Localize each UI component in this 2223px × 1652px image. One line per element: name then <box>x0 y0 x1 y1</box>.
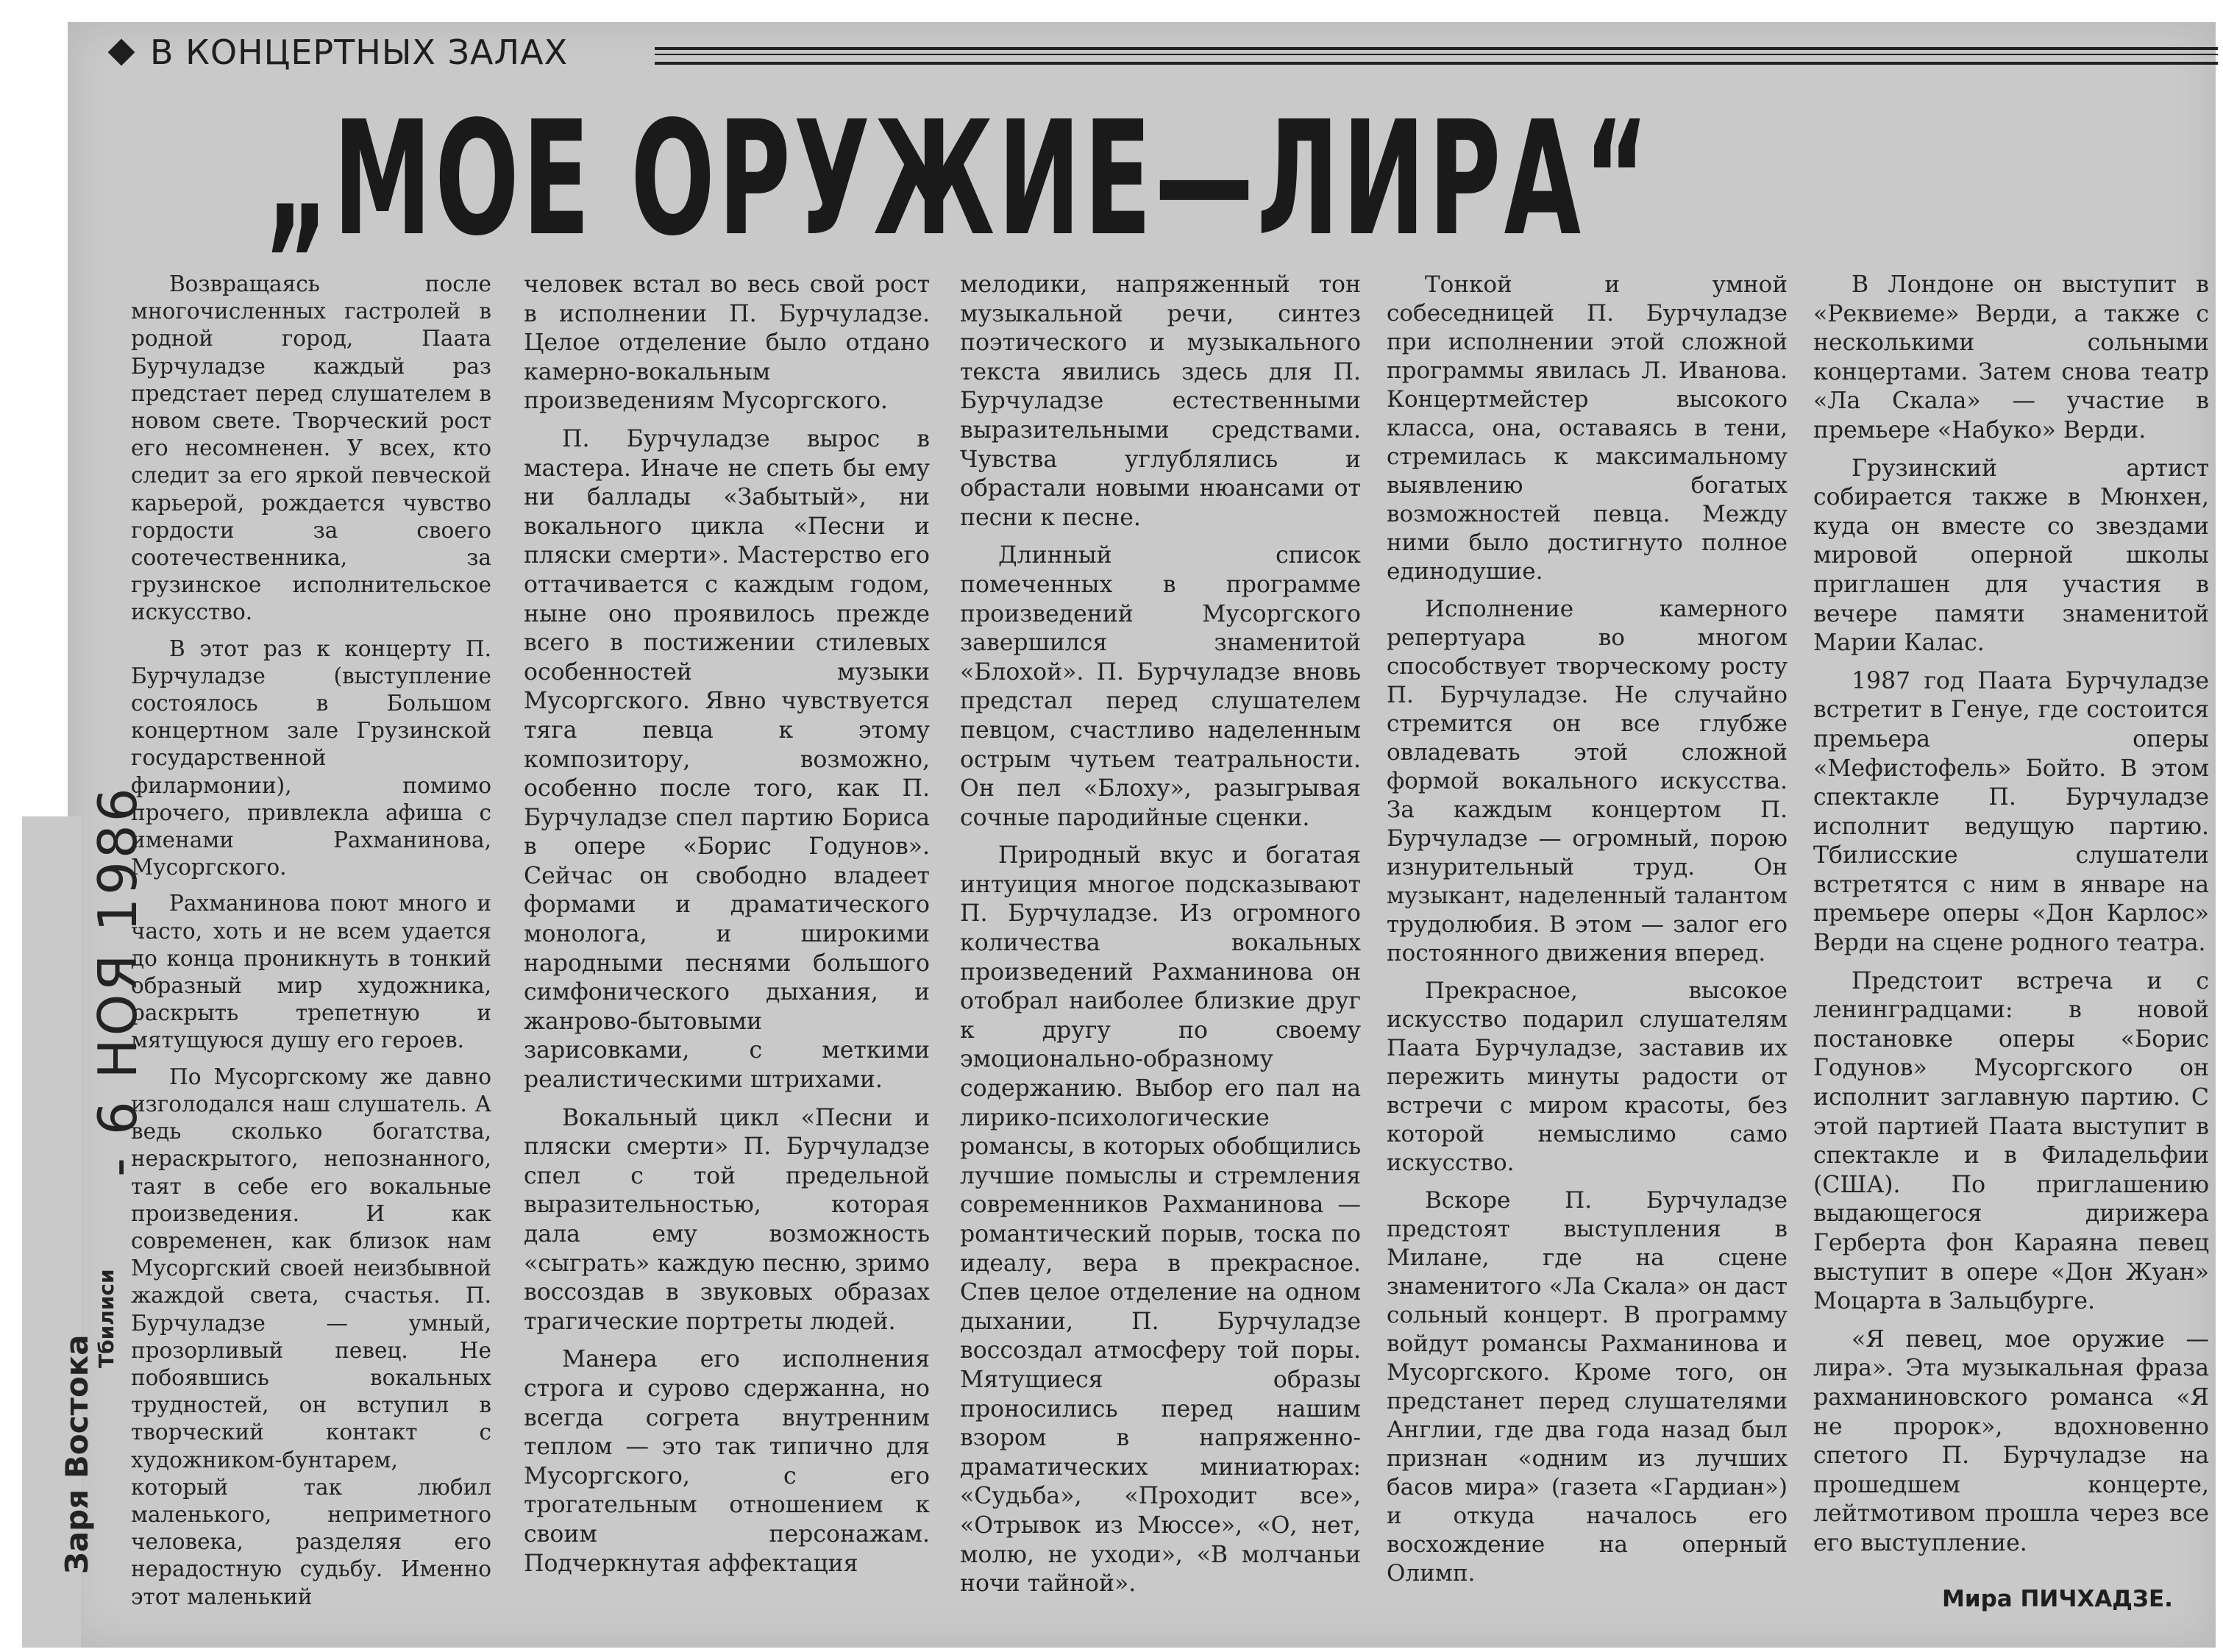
article-column-1 <box>131 271 491 1620</box>
paragraph: Прекрасное, высокое искусство подарил слушателям Паата Бурчуладзе, заставив их пережить минуты радости от встречи с миром красоты, без которой немыслимо само искусство. <box>1387 978 1788 1176</box>
paragraph: «Я певец, мое оружие — лира». Эта музыкальная фраза рахманиновского романса «Я не пророк», вдохновенно спетого П. Бурчуладзе на прошедшем концерте, лейтмотивом прошла через все его выступление. <box>1813 1325 2209 1556</box>
article-column-5 <box>1813 271 2209 1567</box>
city-stamp: Тбилиси <box>94 1269 118 1368</box>
paragraph: Возвращаясь после многочисленных гастролей в родной город, Паата Бурчуладзе каждый раз предстает перед слушателем в новом свете. Творческий рост его несомненен. У всех, кто следит за его яркой певческой карьерой, рождается чувство гордости за своего соотечественника, за грузинское исполнительское искусство. <box>131 271 491 625</box>
paragraph: По Мусоргскому же давно изголодался наш слушатель. А ведь сколько богатства, нераскрытого, непознанного, таят в себе его вокальные произведения. И как современен, как близок нам Мусоргский своей неизбывной жаждой света, счастья. П. Бурчуладзе — умный, прозорливый певец. Не побоявшись вокальных трудностей, он вступил в творческий контакт с художником-бунтарем, который так любил маленького, неприметного человека, разделяя его нерадостную судьбу. Именно этот маленький <box>131 1064 491 1609</box>
article-column-2 <box>524 271 930 1587</box>
author-signature: Мира ПИЧХАДЗЕ. <box>1942 1586 2173 1612</box>
paragraph: Вскоре П. Бурчуладзе предстоят выступления в Милане, где на сцене знаменитого «Ла Скала» он даст сольный концерт. В программу войдут романсы Рахманинова и Мусоргского. Кроме того, он предстанет перед слушателями Англии, где два года назад был признан «одним из лучших басов мира» (газета «Гардиан») и откуда началось его восхождение на оперный Олимп. <box>1387 1187 1788 1587</box>
rubric-label: В КОНЦЕРТНЫХ ЗАЛАХ <box>150 32 569 72</box>
paragraph: В этот раз к концерту П. Бурчуладзе (выступление состоялось в Большом концертном зале Грузинской государственной филармонии), помимо прочего, привлекла афиша с именами Рахманинова, Мусоргского. <box>131 635 491 880</box>
paragraph: Предстоит встреча и с ленинградцами: в новой постановке оперы «Борис Годунов» Мусоргского он исполнит заглавную партию. С этой партией Паата выступит в спектакле и в Филадельфии (США). По приглашению выдающегося дирижера Герберта фон Караяна певец выступит в опере «Дон Жуан» Моцарта в Зальцбурге. <box>1813 967 2209 1315</box>
article-column-3 <box>960 271 1361 1608</box>
paragraph: 1987 год Паата Бурчуладзе встретит в Генуе, где состоится премьера оперы «Мефистофель» Бойто. В этом спектакле П. Бурчуладзе исполнит ведущую партию. Тбилисские слушатели встретятся с ним в январе на премьере оперы «Дон Карлос» Верди на сцене родного театра. <box>1813 667 2209 957</box>
paragraph: Грузинский артист собирается также в Мюнхен, куда он вместе со звездами мировой оперной школы приглашен для участия в вечере памяти знаменитой Марии Калас. <box>1813 455 2209 657</box>
paragraph: Природный вкус и богатая интуиция многое подсказывают П. Бурчуладзе. Из огромного количества вокальных произведений Рахманинова он отобрал наиболее близкие друг к другу по своему эмоционально-образному содержанию. Выбор его пал на лирико-психологические романсы, в которых обобщились лучшие помыслы и стремления современников Рахманинова — романтический порыв, тоска по идеалу, вера в прекрасное. Спев целое отделение на одном дыхании, П. Бурчуладзе воссоздал атмосферу той поры. Мятущиеся образы проносились перед нашим взором в напряженно-драматических миниатюрах: «Судьба», «Проходит все», «Отрывок из Мюссе», «О, нет, молю, не уходи», «В молчаньи ночи тайной». <box>960 842 1361 1598</box>
paragraph: мелодики, напряженный тон музыкальной речи, синтез поэтического и музыкального текста явились здесь для П. Бурчуладзе естественными выразительными средствами. Чувства углублялись и обрастали новыми нюансами от песни к песне. <box>960 271 1361 531</box>
paragraph: Вокальный цикл «Песни и пляски смерти» П. Бурчуладзе спел с той предельной выразительностью, которая дала ему возможность «сыграть» каждую песню, зримо воссоздав в звуковых образах трагические портреты людей. <box>524 1104 930 1335</box>
paragraph: Исполнение камерного репертуара во многом способствует творческому росту П. Бурчуладзе. Не случайно стремится он все глубже овладевать этой сложной формой вокального искусства. За каждым концертом П. Бурчуладзе — огромный, порою изнурительный труд. Он музыкант, наделенный талантом трудолюбия. В этом — залог его постоянного движения вперед. <box>1387 596 1788 966</box>
article-column-4 <box>1387 271 1788 1597</box>
paragraph: Манера его исполнения строга и сурово сдержанна, но всегда согрета внутренним теплом — это так типично для Мусоргского, с его трогательным отношением к своим персонажам. Подчеркнутая аффектация <box>524 1346 930 1577</box>
paragraph: В Лондоне он выступит в «Реквиеме» Верди, а также с несколькими сольными концертами. Затем снова театр «Ла Скала» — участие в премьере «Набуко» Верди. <box>1813 271 2209 444</box>
paragraph: Рахманинова поют много и часто, хоть и не всем удается до конца проникнуть в тонкий образный мир художника, раскрыть трепетную и мятущуюся душу его героев. <box>131 891 491 1053</box>
newspaper-stamp: Заря Востока <box>59 1334 95 1574</box>
article-headline: „МОЕ ОРУЖИЕ—ЛИРА“ <box>265 88 1652 271</box>
diamond-bullet-icon <box>108 39 135 66</box>
paragraph: П. Бурчуладзе вырос в мастера. Иначе не спеть бы ему ни баллады «Забытый», ни вокального цикла «Песни и пляски смерти». Мастерство его оттачивается с каждым годом, ныне оно проявилось прежде всего в постижении стилевых особенностей музыки Мусоргского. Явно чувствуется тяга певца к этому композитору, возможно, особенно после того, как П. Бурчуладзе спел партию Бориса в опере «Борис Годунов». Сейчас он свободно владеет формами и драматического монолога, и широкими народными песнями большого симфонического дыхания, и жанрово-бытовыми зарисовками, с меткими реалистическими штрихами. <box>524 425 930 1094</box>
paragraph: Длинный список помеченных в программе произведений Мусоргского завершился знаменитой «Блохой». П. Бурчуладзе вновь предстал перед слушателем певцом, счастливо наделенным острым чутьем театральности. Он пел «Блоху», разыгрывая сочные пародийные сценки. <box>960 542 1361 831</box>
paragraph: человек встал во весь свой рост в исполнении П. Бурчуладзе. Целое отделение было отдано камерно-вокальным произведениям Мусоргского. <box>524 271 930 415</box>
rubric-rule <box>655 47 2218 65</box>
date-stamp: - 6 НОЯ 1986 <box>87 785 149 1177</box>
paragraph: Тонкой и умной собеседницей П. Бурчуладзе при исполнении этой сложной программы явилась Л. Иванова. Концертмейстер высокого класса, она, оставаясь в тени, стремилась к максимальному выявлению богатых возможностей певца. Между ними было достигнуто полное единодушие. <box>1387 271 1788 585</box>
rubric <box>112 32 568 72</box>
